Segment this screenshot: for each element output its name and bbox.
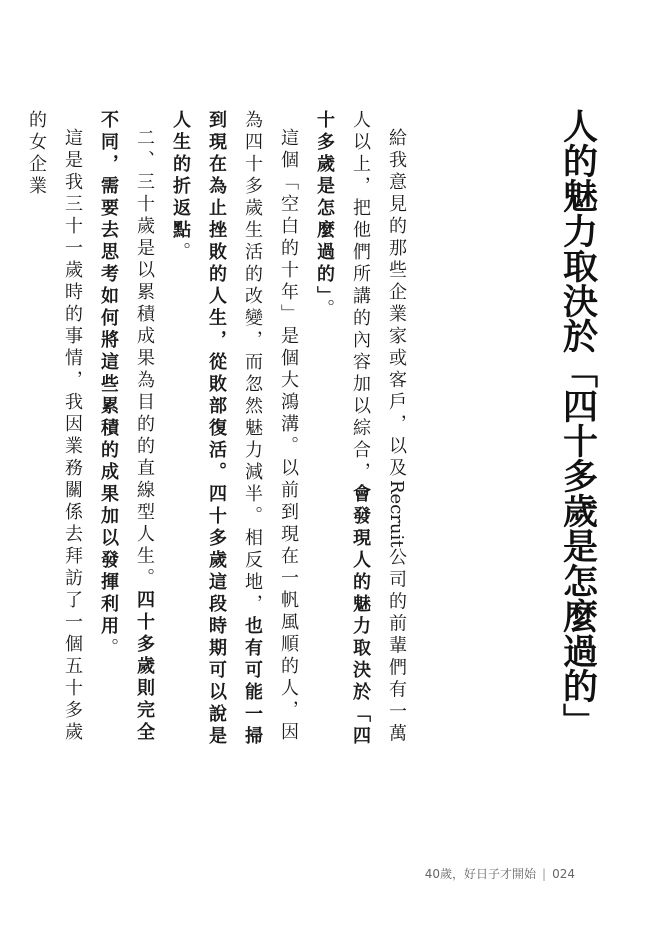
paragraph-3-end: 。 bbox=[98, 638, 119, 660]
paragraph-4 bbox=[18, 110, 90, 760]
footer-separator: | bbox=[542, 867, 547, 881]
paragraph-4-text-a: 這是我三十一歲時的事情，我因業務關係去拜訪了一個五十多歲的女企業 bbox=[26, 110, 83, 744]
paragraph-3-text-a: 二、三十歲是以累積成果為目的的直線型人生。 bbox=[134, 128, 155, 590]
paragraph-1-text-a: 給我意見的那些企業家或客戶，以及 bbox=[386, 128, 407, 480]
page-number: 024 bbox=[552, 867, 575, 881]
paragraph-1-text-b: 公司的前輩們有一萬人以上，把他們所講的內容加以綜合， bbox=[350, 110, 407, 746]
paragraph-2 bbox=[162, 110, 306, 760]
paragraph-2-bold: 也有可能一掃到現在為止挫敗的人生，從敗部復活。四十多歲這段時期可以說是人生的折返點 bbox=[170, 110, 263, 748]
paragraph-1-latin: Recruit bbox=[386, 480, 407, 548]
body-text bbox=[26, 110, 414, 760]
page-footer bbox=[425, 865, 575, 882]
paragraph-2-text-a: 這個「空白的十年」是個大鴻溝。以前到現在一帆風順的人，因為四十多歲生活的改變，而忽然魅力減半。相反地， bbox=[242, 110, 299, 744]
paragraph-3 bbox=[90, 110, 162, 760]
paragraph-1 bbox=[306, 110, 414, 760]
paragraph-2-end: 。 bbox=[170, 242, 191, 264]
paragraph-3-bold: 四十多歲則完全不同，需要去思考如何將這些累積的成果加以發揮利用 bbox=[98, 110, 155, 744]
chapter-title: 人的魅力取決於「四十多歲是怎麼過的」 bbox=[557, 108, 598, 738]
paragraph-1-end: 。 bbox=[314, 299, 335, 321]
paragraph-1-bold: 會發現人的魅力取決於「四十多歲是怎麼過的」 bbox=[314, 110, 371, 748]
footer-book-title: 40歲，好日子才開始 bbox=[424, 867, 537, 881]
